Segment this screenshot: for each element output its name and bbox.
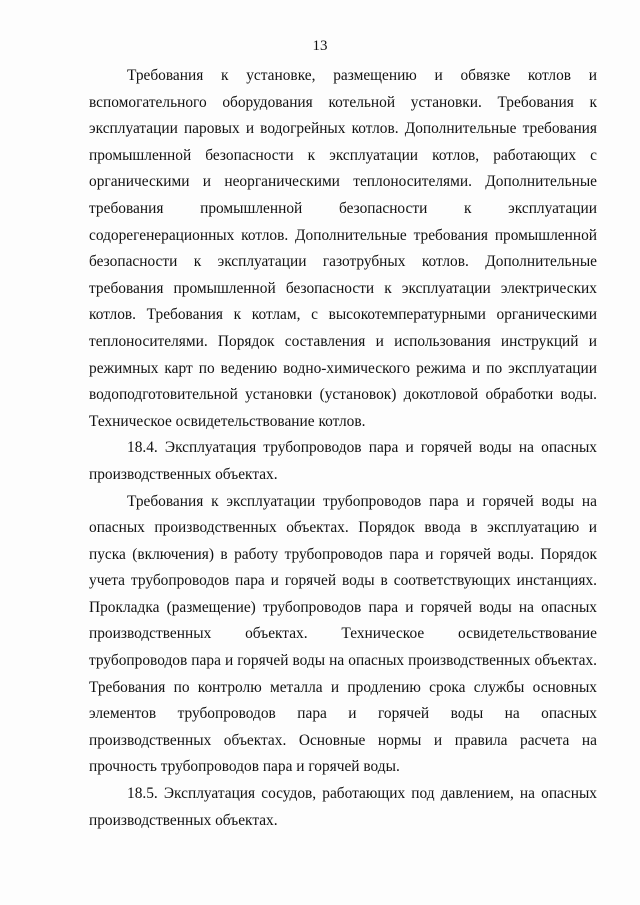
paragraph-pipeline-requirements: Требования к эксплуатации трубопроводов пара и горячей воды на опасных производственных объектах. Порядок ввода в эксплуатацию и пуска (включения) в работу трубопроводов пара и горячей воды. Порядок учета трубопроводов пара и горячей воды в соответствующих инстанциях. Прокладка (размещение) трубопроводов пара и горячей воды на опасных производственных объектах. Техническое освидетельствование трубопроводов пара и горячей воды на опасных производственных объектах. Требования по контролю металла и продлению срока службы основных элементов трубопроводов пара и горячей воды на опасных производственных объектах. Основные нормы и правила расчета на прочность трубопроводов пара и горячей воды. <box>89 492 597 776</box>
page-content <box>89 63 597 834</box>
section-heading-18-4: 18.4. Эксплуатация трубопроводов пара и горячей воды на опасных производственных объектах. <box>89 439 597 483</box>
paragraph-boiler-requirements: Требования к установке, размещению и обвязке котлов и вспомогательного оборудования котельной установки. Требования к эксплуатации паровых и водогрейных котлов. Дополнительные требования промышленной безопасности к эксплуатации котлов, работающих с органическими и неорганическими теплоносителями. Дополнительные требования промышленной безопасности к эксплуатации содорегенерационных котлов. Дополнительные требования промышленной безопасности к эксплуатации газотрубных котлов. Дополнительные требования промышленной безопасности к эксплуатации электрических котлов. Требования к котлам, с высокотемпературными органическими теплоносителями. Порядок составления и использования инструкций и режимных карт по ведению водно-химического режима и по эксплуатации водоподготовительной установки (установок) докотловой обработки воды. Техническое освидетельствование котлов. <box>89 67 597 430</box>
page-number: 13 <box>312 38 328 54</box>
section-heading-18-5: 18.5. Эксплуатация сосудов, работающих под давлением, на опасных производственных объектах. <box>89 785 597 829</box>
